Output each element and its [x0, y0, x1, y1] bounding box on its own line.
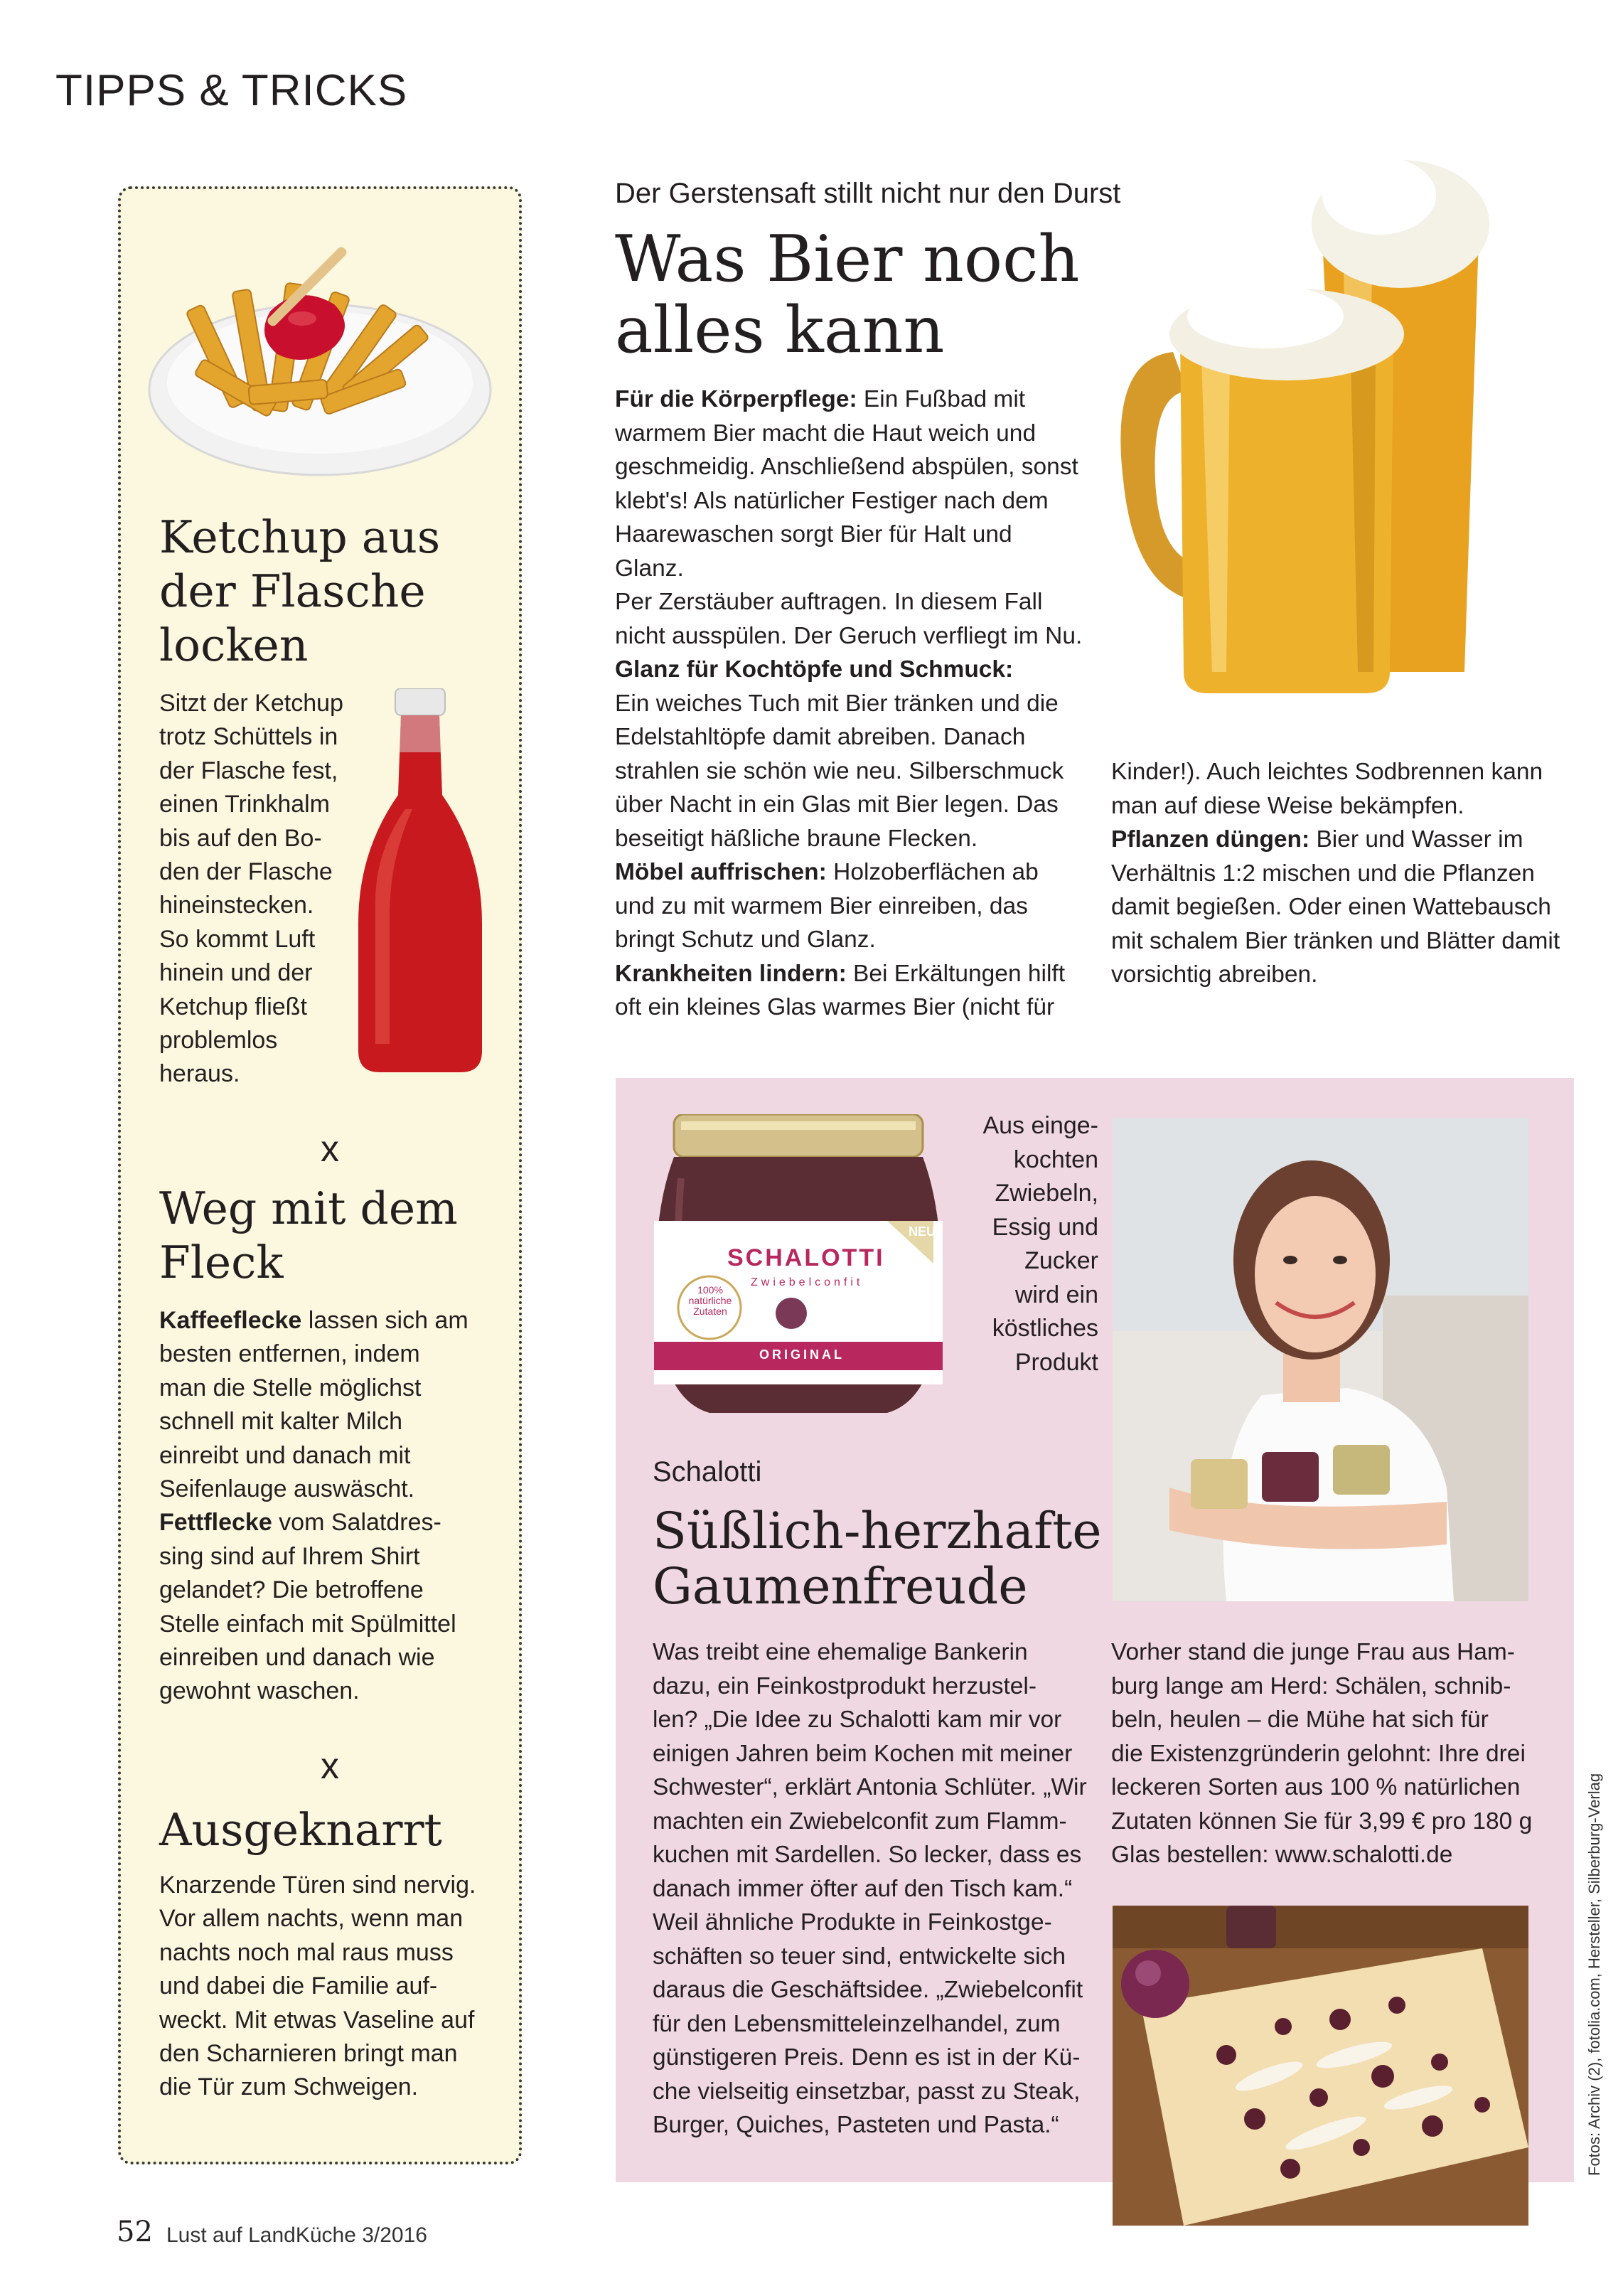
kaffeeflecke-bold: Kaffeeflecke: [159, 1307, 302, 1334]
beer-bold: Pflanzen düngen:: [1111, 826, 1310, 853]
schalotti-line: burg lange am Herd: Schälen, schnib-: [1111, 1672, 1511, 1699]
fleck-title: [159, 1182, 458, 1290]
beer-line: Edelstahltöpfe damit abreiben. Danach: [615, 724, 1026, 750]
caption-line: köstliches: [992, 1315, 1098, 1342]
fleck-line: gewohnt waschen.: [159, 1677, 360, 1705]
fleck-line: schnell mit kalter Milch: [159, 1408, 402, 1436]
knarrt-line: nachts noch mal raus muss: [159, 1938, 454, 1966]
schalotti-jar-image: [653, 1114, 944, 1420]
separator-x: x: [321, 1746, 339, 1787]
beer-text: Bei Erkältungen hilft: [846, 960, 1066, 987]
page-number: 52: [117, 2216, 153, 2248]
beer-title-line: Was Bier noch: [615, 222, 1080, 297]
separator-x: x: [321, 1128, 339, 1170]
ketchup-line: der Flasche fest,: [159, 757, 338, 784]
knarrt-line: Knarzende Türen sind nervig.: [159, 1871, 476, 1899]
beer-glasses-image: [1109, 146, 1564, 700]
knarrt-line: weckt. Mit etwas Vaseline auf: [159, 2006, 475, 2034]
jar-subtitle: Zwiebelconfit: [751, 1276, 864, 1288]
schalotti-line: Glas bestellen: www.schalotti.de: [1111, 1842, 1453, 1868]
schalotti-line: einigen Jahren beim Kochen mit meiner: [653, 1740, 1073, 1767]
ketchup-title-line: der Flasche: [159, 565, 426, 617]
fries-image: [142, 205, 498, 503]
knarrt-line: und dabei die Familie auf-: [159, 1972, 438, 2000]
beer-line: [615, 957, 1084, 991]
fleck-line: besten entfernen, indem: [159, 1340, 420, 1368]
beer-line: oft ein kleines Glas warmes Bier (nicht für: [615, 994, 1055, 1020]
photo-credit: Fotos: Archiv (2), fotolia.com, Hersteller, Silberburg-Verlag: [1585, 1773, 1603, 2176]
ketchup-text: [159, 687, 365, 1091]
beer-bold: Für die Körperpflege:: [615, 386, 857, 412]
schalotti-title-line: Süßlich-herzhafte: [653, 1502, 1102, 1560]
ketchup-line: hinein und der: [159, 959, 313, 987]
fleck-line: sing sind auf Ihrem Shirt: [159, 1542, 420, 1570]
ketchup-title: [159, 511, 440, 673]
beer-line: geschmeidig. Anschließend abspülen, sonst: [615, 454, 1078, 480]
schalotti-kicker: Schalotti: [653, 1456, 762, 1488]
schalotti-title-line: Gaumenfreude: [653, 1557, 1028, 1616]
beer-bold: Krankheiten lindern:: [615, 960, 847, 987]
ketchup-line: Ketchup fließt: [159, 993, 307, 1020]
knarrt-line: Vor allem nachts, wenn man: [159, 1905, 464, 1933]
magazine-issue: Lust auf LandKüche 3/2016: [166, 2223, 427, 2247]
caption-line: Zwiebeln,: [995, 1180, 1098, 1207]
beer-line: [615, 653, 1084, 687]
beer-line: Per Zerstäuber auftragen. In diesem Fall: [615, 589, 1043, 615]
ketchup-line: heraus.: [159, 1060, 240, 1088]
knarrt-title: Ausgeknarrt: [159, 1804, 442, 1856]
schalotti-line: dazu, ein Feinkostprodukt herzustel-: [653, 1672, 1037, 1699]
fleck-line: Stelle einfach mit Spülmittel: [159, 1610, 456, 1638]
ketchup-title-line: Ketchup aus: [159, 511, 441, 563]
schalotti-line: die Existenzgründerin gelohnt: Ihre drei: [1111, 1740, 1526, 1767]
fleck-line: [159, 1304, 500, 1337]
fleck-text: [159, 1304, 500, 1709]
beer-line: [615, 383, 1084, 417]
beer-line: damit begießen. Oder einen Wattebausch: [1111, 894, 1551, 920]
schalotti-line: günstigeren Preis. Denn es ist in der Kü-: [653, 2044, 1081, 2071]
caption-line: Aus einge-: [982, 1112, 1098, 1139]
seal-line: Zutaten: [693, 1305, 727, 1317]
caption-line: wird ein: [1014, 1281, 1098, 1308]
beer-line: und zu mit warmem Bier einreiben, das: [615, 892, 1028, 919]
ketchup-title-line: locken: [159, 619, 309, 671]
beer-text: Ein Fußbad mit: [857, 386, 1026, 412]
beer-kicker: Der Gerstensaft stillt nicht nur den Durst: [615, 178, 1121, 209]
schalotti-line: danach immer öfter auf den Tisch kam.“: [653, 1875, 1073, 1902]
caption-line: Zucker: [1024, 1247, 1098, 1274]
beer-line: Verhältnis 1:2 mischen und die Pflanzen: [1111, 860, 1535, 887]
beer-line: warmem Bier macht die Haut weich und: [615, 420, 1037, 447]
caption-line: Essig und: [992, 1213, 1098, 1241]
ketchup-line: Sitzt der Ketchup: [159, 690, 343, 717]
beer-bold: Möbel auffrischen:: [615, 859, 827, 885]
knarrt-text: [159, 1869, 515, 2105]
schalotti-line: Weil ähnliche Produkte in Feinkostge-: [653, 1909, 1052, 1935]
schalotti-line: leckeren Sorten aus 100 % natürlichen: [1111, 1774, 1521, 1800]
beer-column-2: [1111, 755, 1580, 992]
fleck-line: gelandet? Die betroffene: [159, 1576, 424, 1604]
schalotti-line: kuchen mit Sardellen. So lecker, dass es: [653, 1842, 1082, 1868]
beer-text: Holzoberflächen ab: [826, 859, 1039, 885]
tarte-flambee-photo: [1113, 1906, 1528, 2226]
beer-line: [615, 855, 1084, 890]
beer-text: Bier und Wasser im: [1309, 826, 1523, 853]
beer-line: über Nacht in ein Glas mit Bier legen. Das: [615, 791, 1059, 818]
beer-line: klebt's! Als natürlicher Festiger nach dem: [615, 487, 1049, 514]
knarrt-line: die Tür zum Schweigen.: [159, 2073, 419, 2101]
knarrt-line: den Scharnieren bringt man: [159, 2040, 458, 2068]
schalotti-column-1: [653, 1635, 1108, 2142]
jar-seal: [685, 1285, 735, 1317]
beer-line: Kinder!). Auch leichtes Sodbrennen kann: [1111, 759, 1543, 785]
schalotti-line: Vorher stand die junge Frau aus Ham-: [1111, 1639, 1515, 1665]
schalotti-line: machten ein Zwiebelconfit zum Flamm-: [653, 1808, 1067, 1835]
schalotti-title: [653, 1503, 1102, 1614]
schalotti-line: daraus die Geschäftsidee. „Zwiebelconfit: [653, 1977, 1083, 2003]
beer-line: Ein weiches Tuch mit Bier tränken und die: [615, 690, 1059, 717]
section-header: TIPPS & TRICKS: [55, 66, 408, 115]
beer-title-line: alles kann: [615, 293, 945, 368]
beer-line: mit schalem Bier tränken und Blätter damit: [1111, 927, 1560, 954]
jar-label: ORIGINAL: [759, 1347, 845, 1362]
fleck-line-rest: vom Salatdres-: [272, 1509, 441, 1537]
ketchup-line: trotz Schüttels in: [159, 723, 338, 751]
fettflecke-bold: Fettflecke: [159, 1509, 272, 1537]
beer-bold: Glanz für Kochtöpfe und Schmuck:: [615, 656, 1014, 683]
schalotti-column-2: [1111, 1635, 1566, 1872]
ketchup-line: So kommt Luft: [159, 925, 316, 953]
jar-caption: [924, 1109, 1098, 1379]
ketchup-line: hineinstecken.: [159, 892, 314, 919]
caption-line: Produkt: [1014, 1348, 1098, 1376]
fleck-line: einreiben und danach wie: [159, 1644, 435, 1672]
beer-line: vorsichtig abreiben.: [1111, 961, 1318, 988]
fleck-line: einreibt und danach mit: [159, 1441, 411, 1469]
schalotti-line: len? „Die Idee zu Schalotti kam mir vor: [653, 1707, 1062, 1733]
jar-badge: NEU: [909, 1224, 936, 1239]
fleck-title-line: Weg mit dem: [159, 1182, 458, 1234]
beer-line: beseitigt häßliche braune Flecken.: [615, 825, 978, 852]
beer-line: nicht ausspülen. Der Geruch verfliegt im Nu.: [615, 622, 1083, 649]
schalotti-line: che vielseitig einsetzbar, passt zu Steak,: [653, 2078, 1081, 2105]
seal-line: 100%: [697, 1284, 723, 1296]
beer-line: man auf diese Weise bekämpfen.: [1111, 792, 1464, 819]
beer-line: bringt Schutz und Glanz.: [615, 927, 876, 953]
schalotti-line: Was treibt eine ehemalige Bankerin: [653, 1639, 1028, 1665]
schalotti-line: für den Lebensmitteleinzelhandel, zum: [653, 2010, 1061, 2037]
schalotti-line: Burger, Quiches, Pasteten und Pasta.“: [653, 2112, 1059, 2138]
founder-photo: [1113, 1118, 1528, 1601]
beer-title: [615, 224, 1079, 366]
fleck-title-line: Fleck: [159, 1237, 284, 1288]
jar-brand: SCHALOTTI: [727, 1244, 885, 1271]
ketchup-line: bis auf den Bo-: [159, 824, 322, 852]
beer-column-1: [615, 383, 1084, 1025]
fleck-line: Seifenlauge auswäscht.: [159, 1475, 415, 1503]
schalotti-line: schäften so teuer sind, entwickelte sich: [653, 1943, 1066, 1970]
schalotti-line: beln, heulen – die Mühe hat sich für: [1111, 1707, 1489, 1733]
seal-line: natürliche: [688, 1295, 732, 1306]
ketchup-line: den der Flasche: [159, 858, 333, 886]
schalotti-line: Schwester“, erklärt Antonia Schlüter. „Wir: [653, 1774, 1087, 1800]
beer-line: [1111, 823, 1580, 857]
fleck-line: man die Stelle möglichst: [159, 1374, 422, 1401]
fleck-line: [159, 1506, 500, 1539]
beer-line: strahlen sie schön wie neu. Silberschmuck: [615, 757, 1064, 784]
schalotti-line: Zutaten können Sie für 3,99 € pro 180 g: [1111, 1808, 1533, 1835]
ketchup-bottle-image: [354, 688, 486, 1074]
ketchup-line: einen Trinkhalm: [159, 791, 331, 818]
fleck-line-rest: lassen sich am: [301, 1307, 468, 1334]
beer-line: Haarewaschen sorgt Bier für Halt und Glanz.: [615, 521, 1012, 582]
ketchup-line: problemlos: [159, 1027, 278, 1054]
caption-line: kochten: [1013, 1146, 1098, 1173]
